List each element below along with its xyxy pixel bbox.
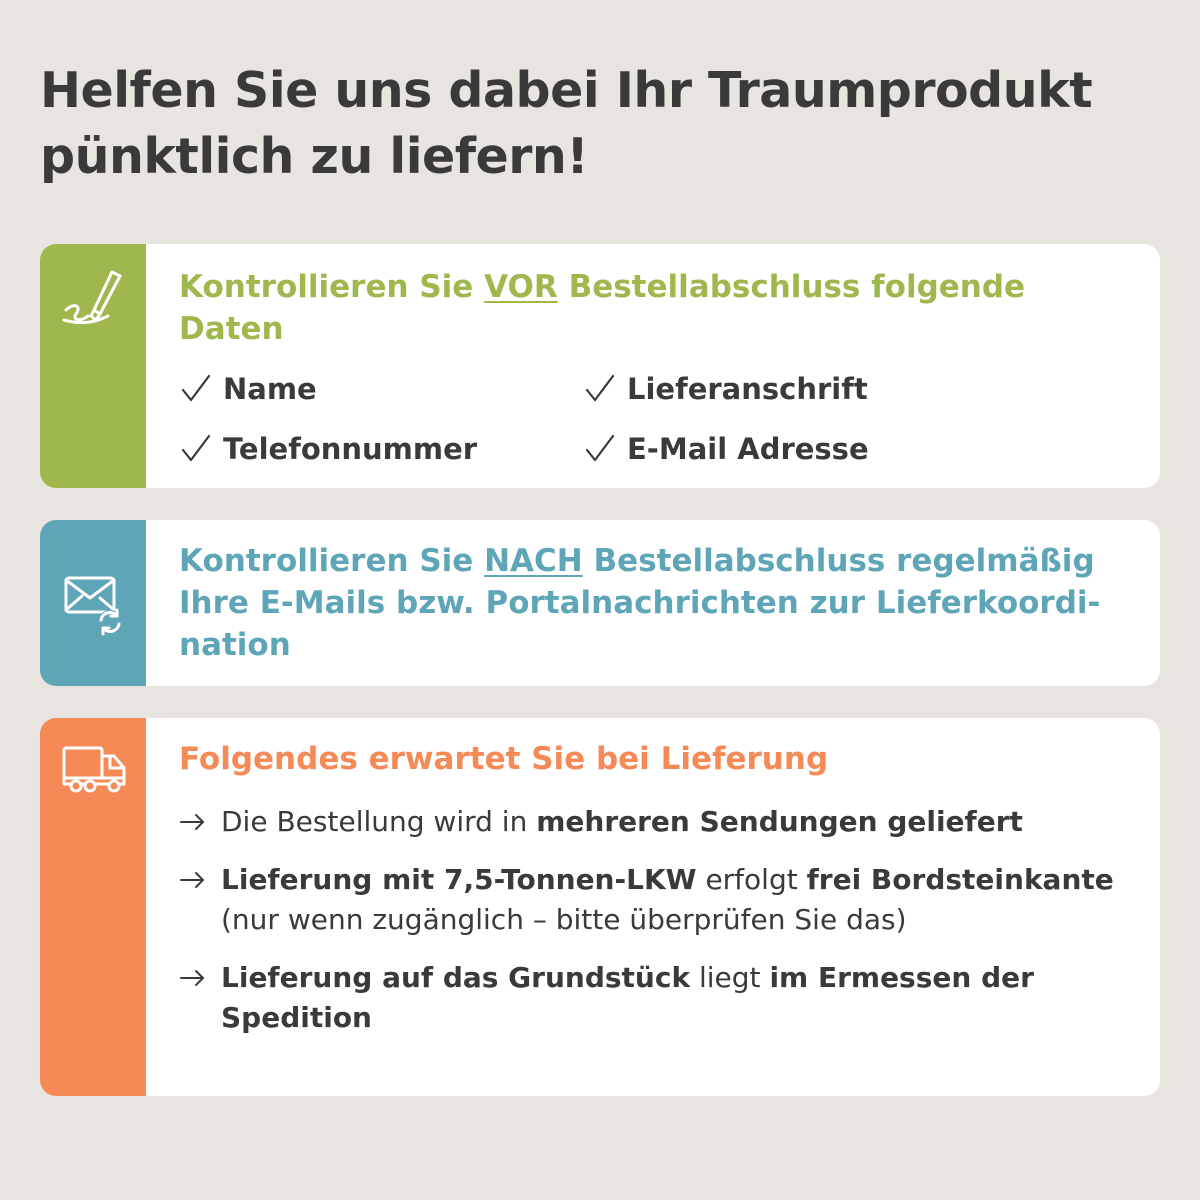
delivery-info-card bbox=[40, 718, 1160, 1096]
checklist-item-address bbox=[583, 368, 987, 410]
text-segment-bold: mehreren Sendungen geliefert bbox=[536, 805, 1023, 838]
text-segment-bold: im Ermessen der Spedition bbox=[221, 961, 1034, 1034]
check-mark-icon bbox=[583, 432, 617, 466]
arrow-right-icon bbox=[179, 966, 209, 990]
checklist-item-label: Name bbox=[223, 372, 317, 406]
check-before-order-card bbox=[40, 244, 1160, 488]
check-mark-icon bbox=[179, 372, 213, 406]
list-item bbox=[179, 958, 1130, 1038]
check-mark-icon bbox=[179, 432, 213, 466]
checklist-item-label: Lieferanschrift bbox=[627, 372, 868, 406]
text-segment: liegt bbox=[690, 961, 770, 994]
check-after-order-card bbox=[40, 520, 1160, 686]
arrow-right-icon bbox=[179, 868, 209, 892]
text-segment: erfolgt bbox=[696, 863, 807, 896]
check-before-title bbox=[179, 266, 1130, 350]
card-accent-band bbox=[40, 718, 146, 1096]
page-title-line-2: pünktlich zu liefern! bbox=[40, 128, 589, 185]
title-emphasis-before: VOR bbox=[484, 269, 558, 305]
text-segment-bold: frei Bordsteinkante bbox=[806, 863, 1114, 896]
text-segment-bold: Lieferung mit 7,5-Tonnen-LKW bbox=[221, 863, 697, 896]
checklist-item-name bbox=[179, 368, 583, 410]
pen-signature-icon bbox=[60, 266, 128, 334]
title-text-pre: Kontrollieren Sie bbox=[179, 543, 485, 579]
text-segment: Die Bestellung wird in bbox=[221, 805, 537, 838]
delivery-title: Folgendes erwartet Sie bei Lieferung bbox=[179, 741, 829, 777]
list-item-text bbox=[221, 958, 1130, 1038]
truck-icon bbox=[60, 738, 128, 806]
card-accent-band bbox=[40, 520, 146, 686]
checklist-item-label: E-Mail Adresse bbox=[627, 432, 869, 466]
check-mark-icon bbox=[583, 372, 617, 406]
checklist-item-email bbox=[583, 428, 987, 470]
text-segment-bold: Lieferung auf das Grundstück bbox=[221, 961, 691, 994]
title-text-post: Bestellabschluss folgende Daten bbox=[179, 269, 1026, 347]
page-title-line-1: Helfen Sie uns dabei Ihr Traumprodukt bbox=[40, 62, 1093, 119]
card-accent-band bbox=[40, 244, 146, 488]
text-segment: (nur wenn zugänglich – bitte überprüfen Sie das) bbox=[221, 903, 907, 936]
checklist-item-phone bbox=[179, 428, 583, 470]
mail-sync-icon bbox=[60, 570, 128, 638]
title-text-post: Bestellabschluss regelmäßig Ihre E-Mails bzw. Portalnachrichten zur Lieferkoordi-nation bbox=[179, 543, 1101, 663]
check-after-title bbox=[179, 540, 1130, 666]
page-title bbox=[40, 58, 1160, 190]
list-item bbox=[179, 802, 1130, 842]
list-item-text bbox=[221, 802, 1023, 842]
checklist bbox=[179, 368, 999, 470]
arrow-right-icon bbox=[179, 810, 209, 834]
title-emphasis-after: NACH bbox=[484, 543, 583, 579]
title-text-pre: Kontrollieren Sie bbox=[179, 269, 485, 305]
list-item-text bbox=[221, 860, 1130, 940]
delivery-list bbox=[179, 802, 1130, 1056]
checklist-item-label: Telefonnummer bbox=[223, 432, 478, 466]
list-item bbox=[179, 860, 1130, 940]
